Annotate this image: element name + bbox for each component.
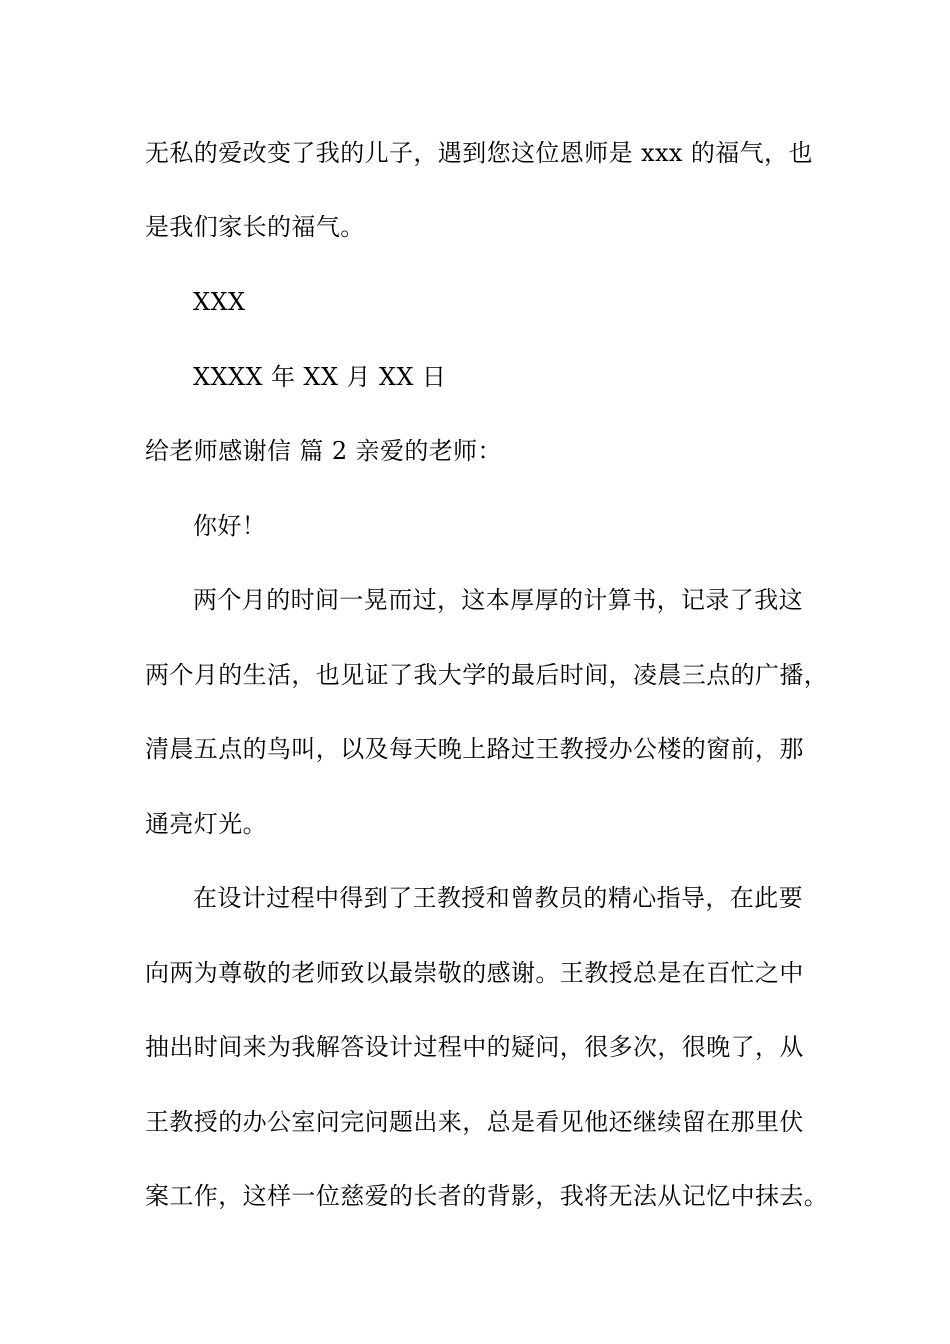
section-heading: 给老师感谢信 篇 2 亲爱的老师： xyxy=(145,437,502,465)
signature-name: XXX xyxy=(193,288,246,316)
signature-date: XXXX 年 XX 月 XX 日 xyxy=(193,363,447,391)
paragraph-line: 在设计过程中得到了王教授和曾教员的精心指导，在此要 xyxy=(193,884,803,912)
paragraph-line: 两个月的时间一晃而过，这本厚厚的计算书，记录了我这 xyxy=(193,586,803,614)
paragraph-line: 向两为尊敬的老师致以最崇敬的感谢。王教授总是在百忙之中 xyxy=(145,959,804,987)
greeting: 你好！ xyxy=(193,512,267,540)
paragraph-line: 抽出时间来为我解答设计过程中的疑问，很多次，很晚了，从 xyxy=(145,1033,804,1061)
paragraph-line: 通亮灯光。 xyxy=(145,810,267,838)
paragraph-line: 是我们家长的福气。 xyxy=(145,213,365,241)
paragraph-line: 王教授的办公室问完问题出来，总是看见他还继续留在那里伏 xyxy=(145,1108,804,1136)
paragraph-line: 案工作，这样一位慈爱的长者的背影，我将无法从记忆中抹去。 xyxy=(145,1182,829,1210)
paragraph-line: 两个月的生活，也见证了我大学的最后时间，凌晨三点的广播， xyxy=(145,661,829,689)
paragraph-line: 清晨五点的鸟叫，以及每天晚上路过王教授办公楼的窗前，那 xyxy=(145,735,804,763)
paragraph-line: 无私的爱改变了我的儿子，遇到您这位恩师是 xxx 的福气，也 xyxy=(145,139,813,167)
